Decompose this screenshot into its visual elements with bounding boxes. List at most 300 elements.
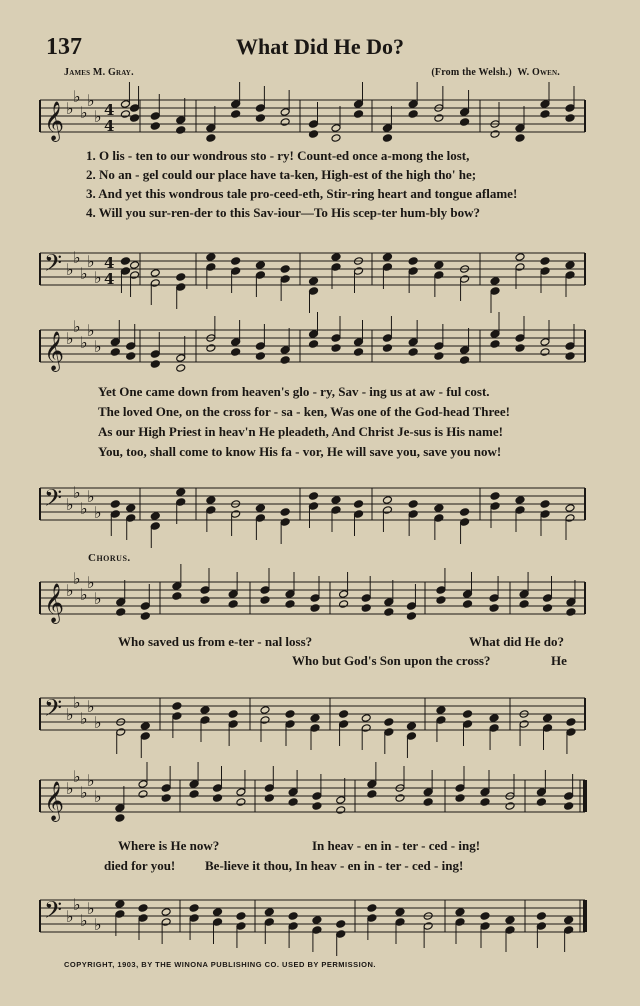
flat-icon: ♭ — [73, 248, 81, 267]
flat-icon: ♭ — [94, 713, 102, 732]
notehead — [566, 728, 576, 737]
composer-name: W. Owen. — [517, 67, 560, 78]
notehead — [455, 918, 465, 927]
notehead — [200, 586, 210, 595]
flat-icon: ♭ — [73, 87, 81, 106]
notehead — [354, 348, 364, 357]
notehead — [176, 498, 186, 507]
notehead — [312, 916, 322, 925]
notehead — [434, 271, 444, 280]
notehead — [331, 506, 341, 515]
notehead — [515, 124, 525, 133]
notehead — [565, 514, 575, 523]
notehead — [172, 592, 182, 601]
notehead — [354, 510, 364, 519]
notehead — [255, 261, 265, 270]
system-3-treble-staff — [0, 569, 640, 624]
flat-icon: ♭ — [94, 107, 102, 126]
notehead — [213, 794, 223, 803]
notehead — [339, 600, 349, 609]
notehead — [140, 722, 150, 731]
notehead — [505, 802, 515, 811]
notehead — [255, 342, 265, 351]
notehead — [115, 814, 125, 823]
notehead — [236, 922, 246, 931]
flat-icon: ♭ — [87, 252, 95, 271]
notehead — [130, 271, 140, 280]
notehead — [566, 718, 576, 727]
bass-clef-icon: 𝄢 — [44, 896, 63, 929]
notehead — [150, 122, 160, 131]
notehead — [264, 908, 274, 917]
notehead — [231, 100, 241, 109]
notehead — [231, 510, 241, 519]
notehead — [434, 342, 444, 351]
notehead — [110, 500, 120, 509]
flat-icon: ♭ — [66, 705, 74, 724]
notehead — [436, 586, 446, 595]
notehead — [285, 720, 295, 729]
notehead — [150, 279, 160, 288]
notehead — [260, 706, 270, 715]
notehead — [126, 342, 136, 351]
notehead — [543, 604, 553, 613]
system-1-treble-staff — [0, 87, 640, 142]
notehead — [480, 798, 490, 807]
notehead — [176, 283, 186, 292]
notehead — [536, 788, 546, 797]
notehead — [309, 120, 319, 129]
flat-icon: ♭ — [66, 779, 74, 798]
flat-icon: ♭ — [73, 569, 81, 588]
notehead — [489, 594, 499, 603]
notehead — [434, 261, 444, 270]
notehead — [490, 130, 500, 139]
notehead — [116, 598, 126, 607]
notehead — [161, 908, 171, 917]
notehead — [480, 788, 490, 797]
bass-clef-icon: 𝄢 — [44, 484, 63, 517]
flat-icon: ♭ — [94, 503, 102, 522]
notehead — [423, 788, 433, 797]
verse-3-line-b: As our High Priest in heav'n He pleadeth, And Christ Je-sus is His name! — [98, 424, 503, 439]
notehead — [120, 257, 130, 266]
notehead — [434, 352, 444, 361]
notehead — [336, 930, 346, 939]
notehead — [354, 267, 364, 276]
notehead — [543, 724, 553, 733]
notehead — [436, 706, 446, 715]
notehead — [150, 350, 160, 359]
notehead — [331, 334, 341, 343]
notehead — [138, 780, 148, 789]
notehead — [395, 908, 405, 917]
notehead — [489, 724, 499, 733]
notehead — [540, 100, 550, 109]
notehead — [309, 277, 319, 286]
time-sig-top: 4 — [104, 101, 115, 119]
notehead — [228, 710, 238, 719]
notehead — [434, 514, 444, 523]
notehead — [382, 134, 392, 143]
notehead — [309, 130, 319, 139]
notehead — [540, 510, 550, 519]
notehead — [260, 586, 270, 595]
flat-icon: ♭ — [87, 771, 95, 790]
notehead — [280, 265, 290, 274]
chorus-line1-lower-right: He — [551, 653, 567, 668]
notehead — [354, 110, 364, 119]
notehead — [255, 514, 265, 523]
notehead — [331, 496, 341, 505]
notehead — [519, 590, 529, 599]
system-1-bass-staff — [0, 243, 640, 295]
composer-credit — [431, 67, 560, 78]
chorus-line1-upper: Who saved us from e-ter - nal loss? — [118, 634, 313, 649]
notehead — [384, 718, 394, 727]
notehead — [310, 714, 320, 723]
notehead — [460, 108, 470, 117]
notehead — [312, 792, 322, 801]
notehead — [515, 506, 525, 515]
notehead — [110, 338, 120, 347]
notehead — [565, 342, 575, 351]
notehead — [280, 275, 290, 284]
notehead — [455, 784, 465, 793]
treble-clef-icon: 𝄞 — [44, 781, 65, 821]
flat-icon: ♭ — [73, 317, 81, 336]
notehead — [406, 732, 416, 741]
flat-icon: ♭ — [73, 767, 81, 786]
notehead — [228, 720, 238, 729]
notehead — [288, 788, 298, 797]
notehead — [200, 596, 210, 605]
notehead — [138, 914, 148, 923]
notehead — [138, 904, 148, 913]
flat-icon: ♭ — [73, 895, 81, 914]
notehead — [331, 134, 341, 143]
notehead — [120, 110, 130, 119]
notehead — [489, 604, 499, 613]
flat-icon: ♭ — [94, 337, 102, 356]
flat-icon: ♭ — [87, 697, 95, 716]
notehead — [436, 716, 446, 725]
notehead — [408, 257, 418, 266]
notehead — [540, 500, 550, 509]
flat-icon: ♭ — [94, 787, 102, 806]
notehead — [423, 922, 433, 931]
notehead — [310, 724, 320, 733]
time-sig-bottom: 4 — [104, 117, 115, 135]
notehead — [480, 922, 490, 931]
notehead — [206, 124, 216, 133]
notehead — [288, 912, 298, 921]
notehead — [564, 926, 574, 935]
notehead — [309, 502, 319, 511]
notehead — [408, 267, 418, 276]
notehead — [463, 590, 473, 599]
notehead — [367, 904, 377, 913]
notehead — [339, 710, 349, 719]
notehead — [361, 724, 371, 733]
notehead — [339, 720, 349, 729]
notehead — [280, 508, 290, 517]
treble-clef-icon: 𝄞 — [44, 331, 65, 371]
notehead — [434, 114, 444, 123]
notehead — [354, 100, 364, 109]
notehead — [130, 114, 140, 123]
notehead — [213, 784, 223, 793]
notehead — [382, 334, 392, 343]
notehead — [384, 728, 394, 737]
notehead — [206, 496, 216, 505]
system-2-treble-staff — [0, 317, 640, 372]
notehead — [564, 792, 574, 801]
bass-clef-icon: 𝄢 — [44, 249, 63, 282]
notehead — [126, 352, 136, 361]
notehead — [309, 330, 319, 339]
flat-icon: ♭ — [73, 693, 81, 712]
notehead — [382, 344, 392, 353]
notehead — [176, 488, 186, 497]
flat-icon: ♭ — [80, 499, 88, 518]
notehead — [543, 594, 553, 603]
notehead — [489, 714, 499, 723]
notehead — [255, 114, 265, 123]
notehead — [280, 118, 290, 127]
notehead — [408, 500, 418, 509]
notehead — [463, 600, 473, 609]
flat-icon: ♭ — [80, 911, 88, 930]
notehead — [280, 108, 290, 117]
notehead — [331, 124, 341, 133]
notehead — [367, 780, 377, 789]
notehead — [176, 354, 186, 363]
notehead — [150, 522, 160, 531]
notehead — [150, 112, 160, 121]
notehead — [515, 344, 525, 353]
notehead — [331, 253, 341, 262]
notehead — [140, 732, 150, 741]
notehead — [490, 330, 500, 339]
verse-2-line-a: 2. No an - gel could our place have ta-ken, High-est of the high tho' he; — [86, 167, 477, 182]
notehead — [460, 118, 470, 127]
notehead — [543, 714, 553, 723]
notehead — [565, 114, 575, 123]
notehead — [382, 253, 392, 262]
chorus-line2-lower-right: Be-lieve it thou, In heav - en in - ter - ced - ing! — [205, 858, 464, 873]
notehead — [536, 798, 546, 807]
notehead — [161, 784, 171, 793]
notehead — [206, 344, 216, 353]
verse-1-line-a: 1. O lis - ten to our wondrous sto - ry! Count-ed once a-mong the lost, — [86, 148, 470, 163]
notehead — [406, 722, 416, 731]
notehead — [312, 926, 322, 935]
notehead — [120, 100, 130, 109]
notehead — [367, 790, 377, 799]
notehead — [490, 340, 500, 349]
author-credit: James M. Gray. — [64, 67, 134, 78]
flat-icon: ♭ — [87, 487, 95, 506]
notehead — [200, 706, 210, 715]
notehead — [490, 492, 500, 501]
chorus-line1-upper-right: What did He do? — [469, 634, 564, 649]
notehead — [255, 104, 265, 113]
notehead — [130, 104, 140, 113]
notehead — [110, 348, 120, 357]
notehead — [130, 261, 140, 270]
notehead — [189, 914, 199, 923]
notehead — [310, 594, 320, 603]
notehead — [434, 504, 444, 513]
notehead — [115, 910, 125, 919]
notehead — [255, 352, 265, 361]
flat-icon: ♭ — [66, 260, 74, 279]
notehead — [519, 720, 529, 729]
flat-icon: ♭ — [66, 329, 74, 348]
notehead — [150, 269, 160, 278]
notehead — [309, 340, 319, 349]
treble-clef-icon: 𝄞 — [44, 583, 65, 623]
notehead — [176, 364, 186, 373]
notehead — [540, 257, 550, 266]
chorus-line1-lower: Who but God's Son upon the cross? — [292, 653, 491, 668]
notehead — [540, 348, 550, 357]
notehead — [382, 263, 392, 272]
notehead — [336, 796, 346, 805]
flat-icon: ♭ — [94, 589, 102, 608]
notehead — [505, 916, 515, 925]
notehead — [408, 338, 418, 347]
treble-clef-icon: 𝄞 — [44, 101, 65, 141]
notehead — [236, 798, 246, 807]
composer-source: (From the Welsh.) — [431, 67, 512, 78]
notehead — [228, 590, 238, 599]
notehead — [564, 802, 574, 811]
notehead — [189, 904, 199, 913]
notehead — [408, 348, 418, 357]
notehead — [236, 788, 246, 797]
verse-1-line-b: Yet One came down from heaven's glo - ry, Sav - ing us at aw - ful cost. — [98, 384, 490, 399]
flat-icon: ♭ — [87, 899, 95, 918]
notehead — [115, 804, 125, 813]
flat-icon: ♭ — [66, 99, 74, 118]
notehead — [384, 598, 394, 607]
chorus-line2-lower-left: died for you! — [104, 858, 176, 873]
flat-icon: ♭ — [87, 321, 95, 340]
notehead — [255, 504, 265, 513]
notehead — [309, 287, 319, 296]
flat-icon: ♭ — [80, 103, 88, 122]
notehead — [176, 116, 186, 125]
notehead — [463, 710, 473, 719]
time-sig-bottom: 4 — [104, 270, 115, 288]
notehead — [280, 356, 290, 365]
notehead — [480, 912, 490, 921]
notehead — [116, 608, 126, 617]
notehead — [231, 257, 241, 266]
system-2-bass-staff — [0, 478, 640, 530]
notehead — [384, 608, 394, 617]
notehead — [565, 104, 575, 113]
notehead — [288, 922, 298, 931]
notehead — [189, 790, 199, 799]
notehead — [206, 253, 216, 262]
notehead — [213, 918, 223, 927]
notehead — [565, 261, 575, 270]
notehead — [280, 518, 290, 527]
flat-icon: ♭ — [94, 915, 102, 934]
flat-icon: ♭ — [87, 573, 95, 592]
notehead — [540, 338, 550, 347]
notehead — [408, 510, 418, 519]
notehead — [309, 492, 319, 501]
flat-icon: ♭ — [73, 483, 81, 502]
notehead — [490, 277, 500, 286]
notehead — [280, 346, 290, 355]
notehead — [515, 253, 525, 262]
notehead — [310, 604, 320, 613]
notehead — [460, 346, 470, 355]
notehead — [460, 518, 470, 527]
notehead — [140, 612, 150, 621]
notehead — [213, 908, 223, 917]
notehead — [536, 912, 546, 921]
notehead — [110, 510, 120, 519]
notehead — [566, 608, 576, 617]
verse-4-line-a: 4. Will you sur-ren-der to this Sav-iour—To His scep-ter hum-bly bow? — [86, 205, 481, 220]
notehead — [463, 720, 473, 729]
notehead — [367, 914, 377, 923]
notehead — [189, 780, 199, 789]
flat-icon: ♭ — [87, 91, 95, 110]
notehead — [361, 714, 371, 723]
notehead — [455, 908, 465, 917]
notehead — [285, 600, 295, 609]
notehead — [406, 602, 416, 611]
notehead — [490, 502, 500, 511]
notehead — [460, 275, 470, 284]
notehead — [285, 590, 295, 599]
notehead — [231, 110, 241, 119]
flat-icon: ♭ — [80, 333, 88, 352]
flat-icon: ♭ — [66, 495, 74, 514]
notehead — [231, 338, 241, 347]
chorus-line2-upper-left: Where is He now? — [118, 838, 220, 853]
notehead — [354, 500, 364, 509]
notehead — [138, 790, 148, 799]
notehead — [336, 806, 346, 815]
notehead — [206, 263, 216, 272]
notehead — [231, 348, 241, 357]
notehead — [382, 496, 392, 505]
notehead — [406, 612, 416, 621]
notehead — [288, 798, 298, 807]
verse-2-line-b: The loved One, on the cross for - sa - ken, Was one of the God-head Three! — [98, 404, 510, 419]
chorus-line2-upper-right: In heav - en in - ter - ced - ing! — [312, 838, 481, 853]
hymn-number: 137 — [46, 34, 82, 60]
system-3-bass-staff — [0, 688, 640, 740]
notehead — [140, 602, 150, 611]
notehead — [361, 604, 371, 613]
notehead — [331, 263, 341, 272]
verse-4-line-b: You, too, shall come to know His fa - vor, He will save you, save you now! — [98, 444, 502, 459]
flat-icon: ♭ — [66, 581, 74, 600]
notehead — [236, 912, 246, 921]
notehead — [423, 798, 433, 807]
notehead — [206, 134, 216, 143]
notehead — [255, 271, 265, 280]
